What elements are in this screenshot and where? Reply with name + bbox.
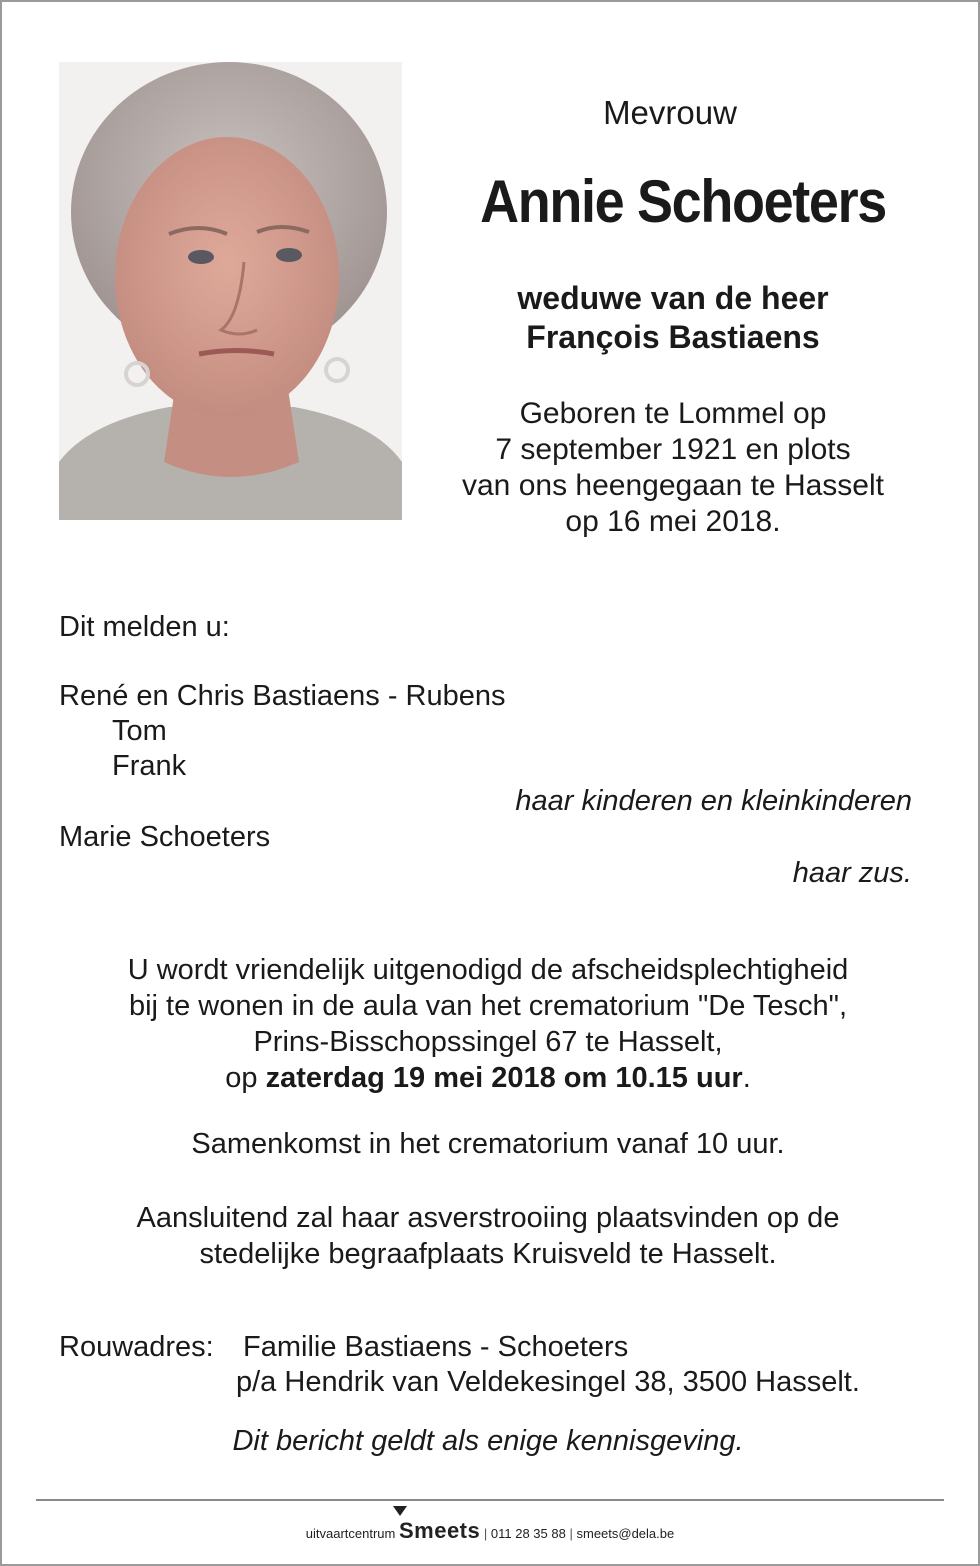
family-children: René en Chris Bastiaens - Rubens — [59, 680, 506, 712]
scatter-line-2: stedelijke begraafplaats Kruisveld te Hasselt. — [199, 1238, 777, 1270]
ceremony-date: zaterdag 19 mei 2018 om 10.15 uur — [265, 1062, 743, 1094]
grandchild-tom: Tom — [112, 715, 167, 747]
relation-children: haar kinderen en kleinkinderen — [515, 785, 912, 817]
brand-triangle-icon — [393, 1506, 407, 1516]
ceremony-date-prefix: op — [225, 1062, 266, 1094]
footer-separator-1: | — [483, 1526, 488, 1541]
footer-phone: 011 28 35 88 — [490, 1526, 566, 1541]
widow-line-2: François Bastiaens — [526, 319, 820, 355]
funeral-home-footer — [0, 1518, 980, 1544]
grandchild-frank: Frank — [112, 750, 187, 782]
relation-sister: haar zus. — [792, 857, 912, 889]
widow-line-1: weduwe van de heer — [517, 280, 829, 316]
footer-brand: Smeets — [398, 1518, 481, 1543]
birth-death-details — [440, 396, 906, 540]
ceremony-invitation — [0, 952, 976, 1096]
address-street: p/a Hendrik van Veldekesingel 38, 3500 Hasselt. — [236, 1366, 860, 1398]
birth-line-4: op 16 mei 2018. — [565, 505, 781, 538]
address-label: Rouwadres: — [59, 1331, 214, 1363]
scattering-info — [0, 1200, 976, 1272]
footer-prefix: uitvaartcentrum — [305, 1526, 396, 1541]
birth-line-3: van ons heengegaan te Hasselt — [462, 469, 884, 502]
honorific: Mevrouw — [603, 94, 737, 131]
deceased-name: Annie Schoeters — [480, 168, 886, 235]
footer-separator-2: | — [569, 1526, 573, 1541]
family-sister: Marie Schoeters — [59, 821, 271, 853]
ceremony-line-1: U wordt vriendelijk uitgenodigd de afscheidsplechtigheid — [127, 954, 849, 986]
footer-divider — [36, 1499, 944, 1501]
birth-line-2: 7 september 1921 en plots — [495, 433, 851, 466]
family-intro: Dit melden u: — [59, 611, 230, 643]
ceremony-line-3: Prins-Bisschopssingel 67 te Hasselt, — [253, 1026, 723, 1058]
notice-text: Dit bericht geldt als enige kennisgeving. — [232, 1425, 744, 1457]
ceremony-line-2: bij te wonen in de aula van het crematorium "De Tesch", — [128, 990, 848, 1022]
scatter-line-1: Aansluitend zal haar asverstrooiing plaatsvinden op de — [136, 1202, 840, 1234]
gathering-info: Samenkomst in het crematorium vanaf 10 uur. — [191, 1128, 785, 1160]
ceremony-line-4 — [0, 1060, 976, 1096]
portrait-photo — [59, 62, 402, 520]
footer-email: smeets@dela.be — [576, 1526, 675, 1541]
widow-of — [440, 279, 906, 357]
birth-line-1: Geboren te Lommel op — [519, 397, 827, 430]
ceremony-date-suffix: . — [742, 1062, 751, 1094]
address-family: Familie Bastiaens - Schoeters — [243, 1331, 629, 1363]
